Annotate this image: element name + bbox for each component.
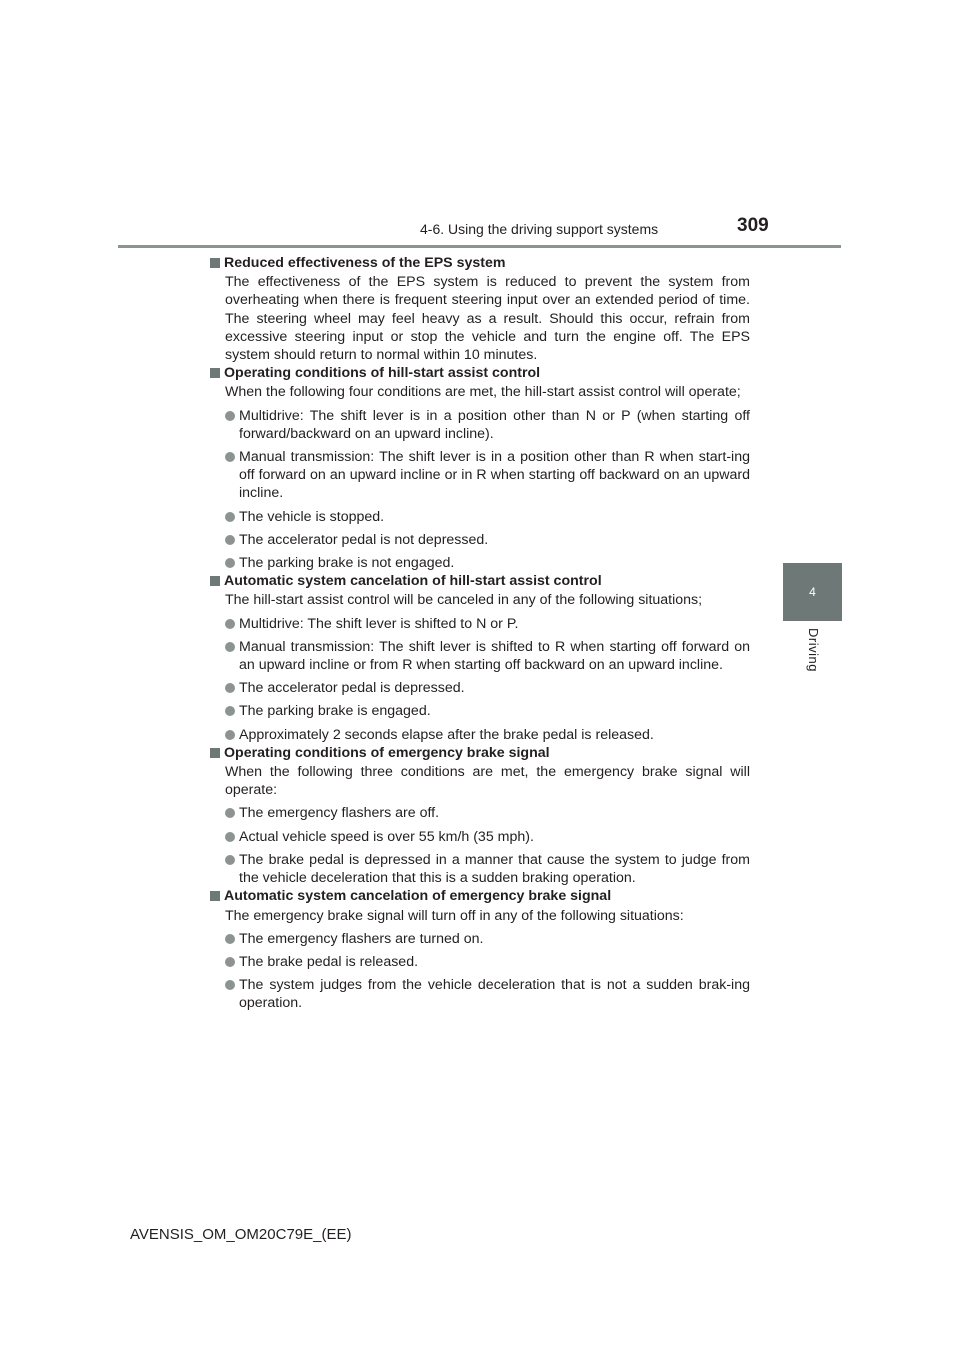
list-item: [208, 508, 750, 526]
circle-bullet-icon: [225, 832, 235, 842]
list-item-text: The brake pedal is released.: [239, 953, 419, 970]
list-item-text: The vehicle is stopped.: [239, 508, 385, 525]
list-item: [208, 976, 750, 1012]
section-paragraph: The effectiveness of the EPS system is reduced to prevent the system from overheating when there is frequent steering input over an extended period of time. The steering wheel may feel heavy as a result. Should this occur, refrain from excessive steering input or stop the vehicle and turn the engine off. The EPS system should return to normal within 10 minutes.: [225, 274, 750, 364]
list-item: [208, 953, 750, 971]
chapter-label: Driving: [806, 628, 821, 672]
section-heading-text: Automatic system cancelation of hill-start assist control: [224, 573, 602, 590]
section-heading-text: Operating conditions of hill-start assist control: [224, 365, 541, 382]
list-item-text: The system judges from the vehicle deceleration that is not a sudden brak-ing operation.: [239, 977, 750, 1012]
list-item-text: Actual vehicle speed is over 55 km/h (35 mph).: [239, 828, 534, 845]
header-divider: [118, 245, 841, 248]
list-item-text: Manual transmission: The shift lever is shifted to R when starting off forward on an upward incline or from R when starting off backward on an upward incline.: [239, 638, 750, 674]
section-heading: [208, 744, 750, 762]
section-heading: [208, 364, 750, 382]
page-content: [208, 254, 750, 1013]
list-item: [208, 448, 750, 503]
section: [208, 254, 750, 364]
list-item-text: The emergency flashers are off.: [239, 805, 440, 822]
list-item: [208, 531, 750, 549]
section-paragraph: When the following four conditions are met, the hill-start assist control will operate;: [225, 384, 741, 401]
list-item-text: Approximately 2 seconds elapse after the brake pedal is released.: [239, 726, 654, 743]
chapter-tab: [783, 563, 842, 621]
circle-bullet-icon: [225, 558, 235, 568]
square-bullet-icon: [210, 748, 220, 758]
list-item: [208, 804, 750, 822]
circle-bullet-icon: [225, 512, 235, 522]
list-item: [208, 679, 750, 697]
circle-bullet-icon: [225, 730, 235, 740]
circle-bullet-icon: [225, 808, 235, 818]
list-item-text: The parking brake is engaged.: [239, 703, 431, 720]
section: [208, 744, 750, 887]
square-bullet-icon: [210, 258, 220, 268]
list-item-text: Manual transmission: The shift lever is in a position other than R when start-ing off forward on an upward incline or in R when starting off backward on an upward incline.: [239, 449, 750, 502]
list-item: [208, 702, 750, 720]
list-item: [208, 638, 750, 674]
section-paragraph: When the following three conditions are met, the emergency brake signal will operate:: [225, 764, 750, 799]
list-item-text: The brake pedal is depressed in a manner that cause the system to judge from the vehicle deceleration that this is a sudden braking operation.: [239, 851, 750, 887]
circle-bullet-icon: [225, 934, 235, 944]
section: [208, 887, 750, 1012]
circle-bullet-icon: [225, 619, 235, 629]
circle-bullet-icon: [225, 535, 235, 545]
chapter-title: 4-6. Using the driving support systems: [420, 221, 659, 237]
circle-bullet-icon: [225, 411, 235, 421]
square-bullet-icon: [210, 891, 220, 901]
list-item: [208, 851, 750, 887]
circle-bullet-icon: [225, 957, 235, 967]
section-heading-text: Automatic system cancelation of emergency brake signal: [224, 888, 612, 905]
section-heading: [208, 887, 750, 905]
list-item: [208, 554, 750, 572]
list-item-text: The accelerator pedal is depressed.: [239, 680, 465, 697]
circle-bullet-icon: [225, 706, 235, 716]
page-number: 309: [737, 215, 769, 236]
circle-bullet-icon: [225, 452, 235, 462]
list-item-text: Multidrive: The shift lever is in a position other than N or P (when starting off forward/backward on an upward incline).: [239, 407, 750, 442]
list-item: [208, 828, 750, 846]
section-paragraph: The hill-start assist control will be canceled in any of the following situations;: [225, 592, 703, 609]
list-item: [208, 930, 750, 948]
square-bullet-icon: [210, 368, 220, 378]
section-paragraph: The emergency brake signal will turn off in any of the following situations:: [225, 907, 684, 924]
section-heading: [208, 572, 750, 590]
list-item: [208, 407, 750, 443]
section-heading-text: Operating conditions of emergency brake signal: [224, 744, 550, 761]
square-bullet-icon: [210, 576, 220, 586]
section: [208, 364, 750, 572]
section-heading: [208, 254, 750, 272]
list-item: [208, 615, 750, 633]
list-item-text: The parking brake is not engaged.: [239, 555, 455, 572]
circle-bullet-icon: [225, 980, 235, 990]
section: [208, 572, 750, 744]
list-item-text: Multidrive: The shift lever is shifted to N or P.: [239, 615, 519, 632]
circle-bullet-icon: [225, 683, 235, 693]
chapter-number: 4: [809, 585, 816, 599]
section-heading-text: Reduced effectiveness of the EPS system: [224, 255, 506, 271]
list-item: [208, 726, 750, 744]
list-item-text: The emergency flashers are turned on.: [239, 930, 484, 947]
document-code: AVENSIS_OM_OM20C79E_(EE): [130, 1226, 352, 1243]
circle-bullet-icon: [225, 855, 235, 865]
circle-bullet-icon: [225, 642, 235, 652]
list-item-text: The accelerator pedal is not depressed.: [239, 531, 489, 548]
